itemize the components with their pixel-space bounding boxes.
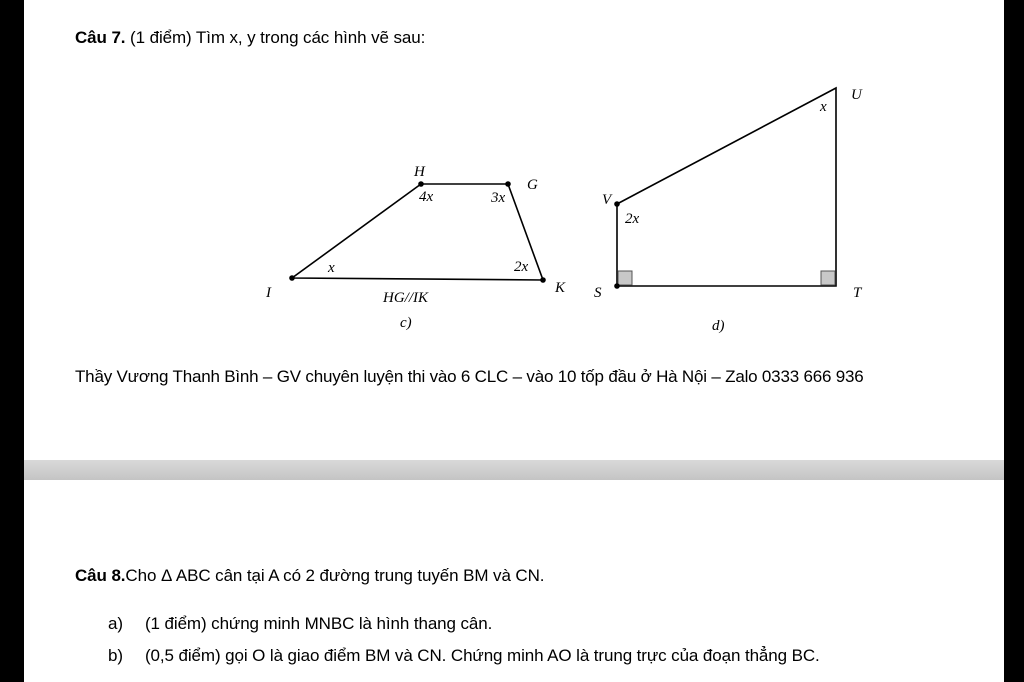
angle-u-label: x bbox=[820, 99, 827, 115]
label-t: T bbox=[853, 285, 862, 301]
item-b-text: (0,5 điểm) gọi O là giao điểm BM và CN. Chứng minh AO là trung trực của đoạn thẳng BC. bbox=[145, 646, 820, 665]
point-s bbox=[614, 283, 620, 289]
angle-k-label: 2x bbox=[514, 259, 529, 275]
point-v bbox=[614, 201, 620, 207]
point-g bbox=[505, 181, 511, 187]
trapezoid-figure-d bbox=[617, 88, 836, 286]
triangle-symbol: Δ bbox=[160, 566, 172, 585]
question-8-text-before: Cho bbox=[125, 566, 161, 585]
label-k: K bbox=[555, 280, 566, 296]
angle-g-label: 3x bbox=[491, 190, 506, 206]
label-i: I bbox=[266, 285, 271, 301]
item-a-text: (1 điểm) chứng minh MNBC là hình thang cân. bbox=[145, 614, 493, 633]
label-v: V bbox=[602, 192, 612, 208]
item-a-marker: a) bbox=[108, 614, 123, 633]
angle-h-label: 4x bbox=[419, 189, 434, 205]
right-angle-mark-t bbox=[821, 271, 835, 285]
figure-d-caption: d) bbox=[712, 318, 725, 334]
page-separator bbox=[24, 460, 1004, 480]
point-k bbox=[540, 277, 546, 283]
angle-i-label: x bbox=[328, 260, 335, 276]
right-angle-mark-s bbox=[618, 271, 632, 285]
label-h: H bbox=[414, 164, 425, 180]
question-8-text-after: ABC cân tại A có 2 đường trung tuyến BM và CN. bbox=[171, 566, 545, 585]
point-i bbox=[289, 275, 295, 281]
label-s: S bbox=[594, 285, 602, 301]
angle-v-label: 2x bbox=[625, 211, 640, 227]
parallel-note: HG//IK bbox=[383, 290, 428, 306]
question-8-label: Câu 8. bbox=[75, 566, 126, 585]
point-h bbox=[418, 181, 424, 187]
right-angle-marks bbox=[618, 271, 835, 285]
question-7-text: (1 điểm) Tìm x, y trong các hình vẽ sau: bbox=[130, 28, 426, 47]
question-8-item-a bbox=[108, 614, 493, 634]
question-7-label: Câu 7. bbox=[75, 28, 126, 47]
label-g: G bbox=[527, 177, 538, 193]
author-footer: Thầy Vương Thanh Bình – GV chuyên luyện thi vào 6 CLC – vào 10 tốp đầu ở Hà Nội – Zalo 0333 666 936 bbox=[75, 367, 864, 386]
question-8-item-b bbox=[108, 646, 820, 666]
figure-c-caption: c) bbox=[400, 315, 412, 331]
label-u: U bbox=[851, 87, 862, 103]
question-8-heading bbox=[75, 566, 544, 586]
item-b-marker: b) bbox=[108, 646, 123, 665]
